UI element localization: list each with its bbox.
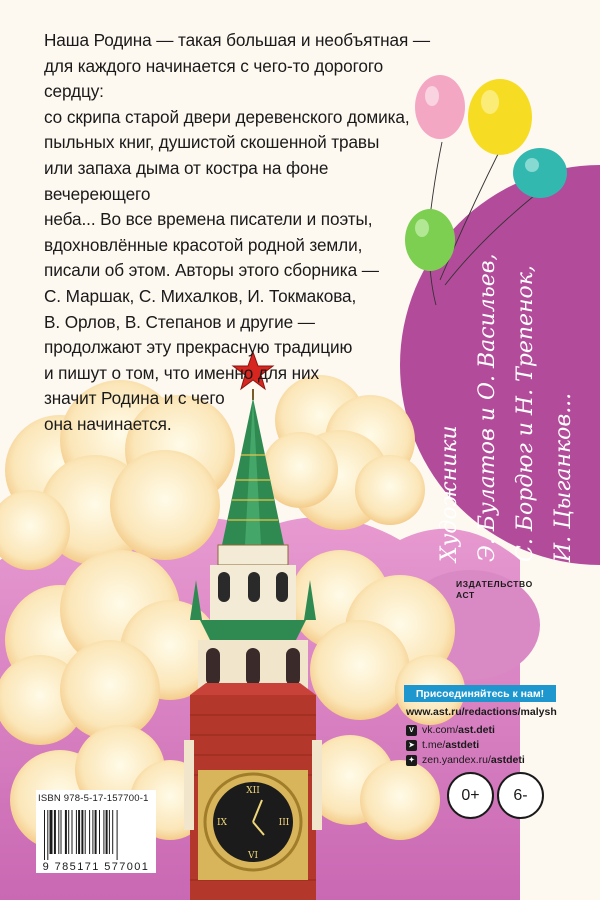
publisher-logo [456, 579, 576, 601]
vk-prefix: vk.com/ [422, 724, 459, 736]
svg-text:III: III [278, 818, 290, 828]
tg-handle: astdeti [445, 739, 480, 751]
zen-prefix: zen.yandex.ru/ [422, 754, 491, 766]
svg-text:XII: XII [246, 786, 260, 796]
telegram-link[interactable] [406, 739, 596, 751]
publisher-line-1: ИЗДАТЕЛЬСТВО [456, 579, 533, 589]
barcode [36, 790, 156, 873]
illustrators-credit [418, 192, 596, 570]
illustrators-heading: Художники [437, 425, 462, 562]
zen-icon: ✦ [406, 755, 417, 766]
zen-link[interactable] [406, 754, 596, 766]
age-rating-0plus: 0+ [447, 772, 494, 819]
barcode-digits: 9 785171 577001 [42, 861, 150, 873]
join-us-banner: Присоединяйтесь к нам! [404, 685, 556, 702]
vk-link[interactable] [406, 724, 596, 736]
book-description: Наша Родина — такая большая и необъятная — для каждого начинается с чего-то дорогого сердцу: со скрипа старой двери деревенского домика, пыльных книг, душистой скошенной травы или запаха дыма от костра на фоне вечереющего неба... Во все времена писатели и поэты, вдохновлённые красотой родной земли, писали об этом. Авторы этого сборника — С. Маршак, С. Михалков, И. Токмакова, В. Орлов, В. Степанов и другие — продолжают эту прекрасную традицию и пишут о том, что именно для них значит Родина и с чего она начинается. [44, 30, 430, 434]
age-rating-6minus: 6- [497, 772, 544, 819]
svg-text:IX: IX [217, 818, 227, 828]
barcode-bars [36, 808, 156, 860]
illustrators-line-3: И. Цыганков... [551, 392, 576, 562]
social-links [406, 706, 596, 769]
isbn-number: ISBN 978-5-17-157700-1 [38, 793, 149, 804]
website-link[interactable]: www.ast.ru/redactions/malysh [406, 706, 557, 718]
svg-text:VI: VI [247, 851, 259, 861]
zen-handle: astdeti [490, 754, 525, 766]
illustrators-line-1: Э. Булатов и О. Васильев, [475, 253, 500, 562]
vk-handle: ast.deti [458, 724, 495, 736]
publisher-line-2: АСТ [456, 590, 475, 600]
tg-prefix: t.me/ [422, 739, 446, 751]
telegram-icon: ➤ [406, 740, 417, 751]
illustrators-line-2: С. Бордюг и Н. Трепенок, [513, 265, 538, 562]
vk-icon: V [406, 725, 417, 736]
